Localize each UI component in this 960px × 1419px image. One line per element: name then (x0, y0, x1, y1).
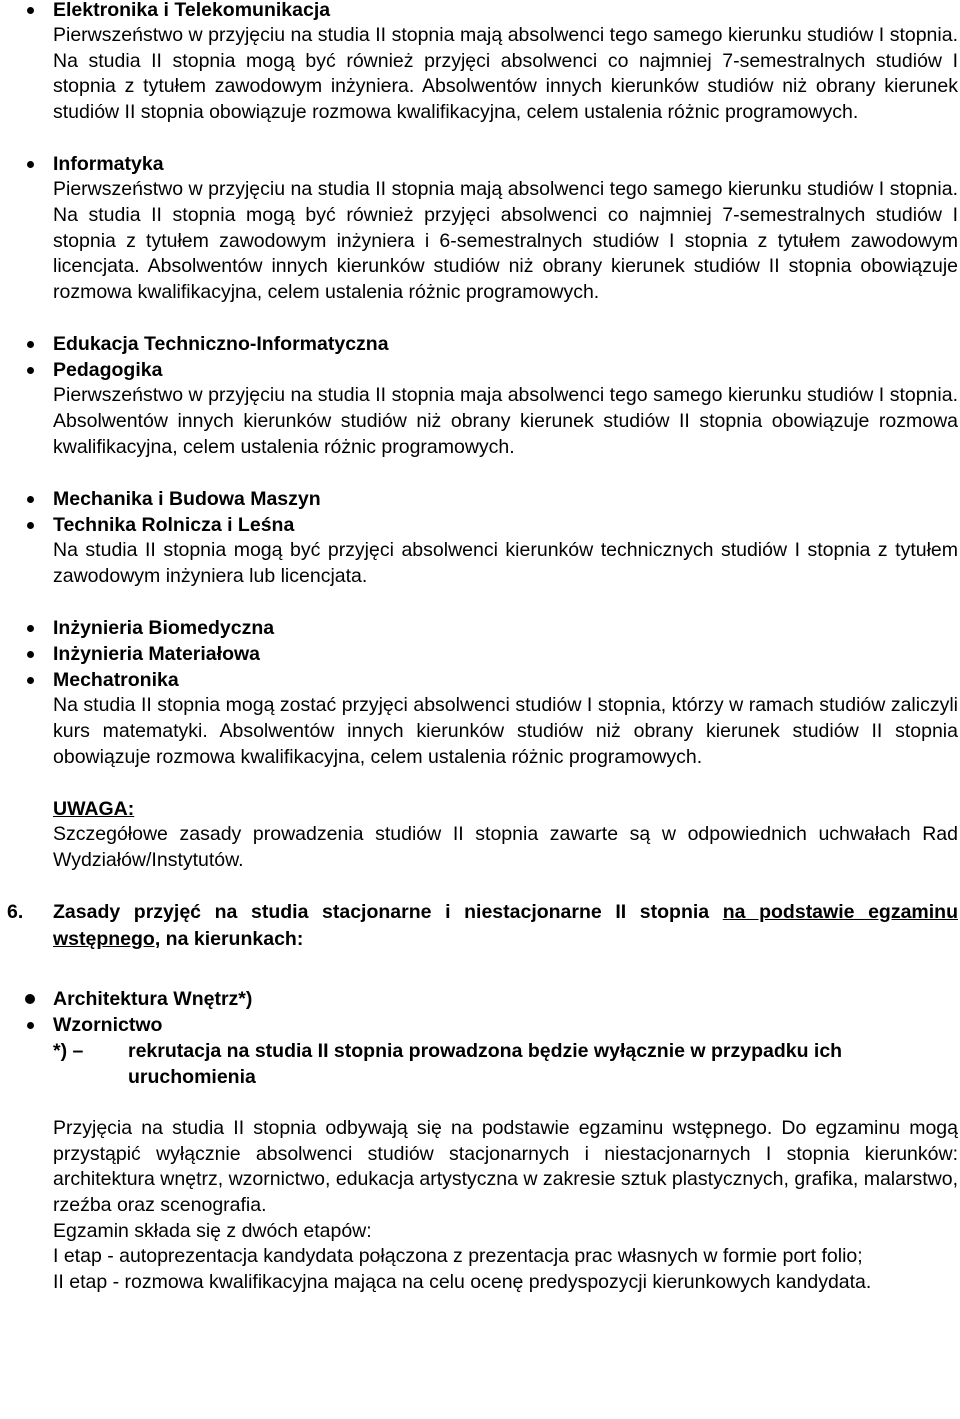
bullet-wzornictwo: Wzornictwo (53, 1012, 958, 1038)
paragraph-elektronika: Pierwszeństwo w przyjęciu na studia II stopnia mają absolwenci tego samego kierunku studiów I stopnia. Na studia II stopnia mogą być również przyjęci absolwenci co najmniej 7-semestralnych studiów I stopnia z tytułem zawodowym inżyniera. Absolwentów innych kierunków studiów niż obrany kierunek studiów II stopnia obowiązuje rozmowa kwalifikacyjna, celem ustalenia różnic programowych. (53, 24, 958, 123)
section-6-heading (7, 899, 959, 953)
paragraph-exam: Przyjęcia na studia II stopnia odbywają się na podstawie egzaminu wstępnego. Do egzaminu mogą przystąpić wyłącznie absolwenci studiów stacjonarnych i niestacjonarnych I stopnia kierunków: architektura wnętrz, wzornictwo, edukacja artystyczna w zakresie sztuk plastycznych, grafika, malarstwo, rzeźba oraz scenografia. (53, 1117, 958, 1217)
bullet-biomedyczna: Inżynieria Biomedyczna (53, 615, 958, 641)
paragraph-stage-1: I etap - autoprezentacja kandydata połączona z prezentacja prac własnych w formie port folio; (53, 1245, 863, 1268)
bullet-informatyka: Informatyka (53, 151, 958, 177)
footnote-text: rekrutacja na studia II stopnia prowadzona będzie wyłącznie w przypadku ich uruchomienia (128, 1040, 843, 1089)
paragraph-mechanika: Na studia II stopnia mogą być przyjęci absolwenci kierunków technicznych studiów I stopnia z tytułem zawodowym inżyniera lub licencjata. (53, 539, 958, 587)
paragraph-stages: Egzamin składa się z dwóch etapów: (53, 1219, 372, 1242)
paragraph-edukacja: Pierwszeństwo w przyjęciu na studia II stopnia maja absolwenci tego samego kierunku studiów I stopnia. Absolwentów innych kierunków studiów niż obrany kierunek studiów II stopnia obowiązuje rozmowa kwalifikacyjna, celem ustalenia różnic programowych. (53, 384, 958, 458)
bullet-elektronika: Elektronika i Telekomunikacja (53, 0, 958, 23)
paragraph-informatyka: Pierwszeństwo w przyjęciu na studia II stopnia mają absolwenci tego samego kierunku studiów I stopnia. Na studia II stopnia mogą być również przyjęci absolwenci co najmniej 7-semestralnych studiów I stopnia z tytułem zawodowym inżyniera i 6-semestralnych studiów I stopnia z tytułem zawodowym licencjata. Absolwentów innych kierunków studiów niż obrany kierunek studiów II stopnia obowiązuje rozmowa kwalifikacyjna, celem ustalenia różnic programowych. (53, 178, 958, 303)
paragraph-stage-2: II etap - rozmowa kwalifikacyjna mająca na celu ocenę predyspozycji kierunkowych kandydata. (53, 1270, 872, 1293)
footnote (53, 1038, 958, 1090)
paragraph-biomedyczna: Na studia II stopnia mogą zostać przyjęci absolwenci studiów I stopnia, którzy w ramach studiów zaliczyli kurs matematyki. Absolwentów innych kierunków studiów niż obrany kierunek studiów II stopnia obowiązuje rozmowa kwalifikacyjna, celem ustalenia różnic programowych. (53, 694, 958, 768)
bullet-materialowa: Inżynieria Materiałowa (53, 641, 958, 667)
section-number: 6. (7, 901, 24, 924)
bullet-mechatronika: Mechatronika (53, 667, 958, 693)
heading-text-2: na kierunkach: (160, 928, 304, 951)
bullet-edukacja: Edukacja Techniczno-Informatyczna (53, 331, 958, 357)
bullet-technika-rolnicza: Technika Rolnicza i Leśna (53, 512, 958, 538)
heading-underlined: na podstawie egzaminu wstępnego, (53, 901, 959, 951)
uwaga-label: UWAGA: (53, 798, 135, 821)
bullet-architektura: Architektura Wnętrz*) (53, 986, 958, 1012)
bullet-pedagogika: Pedagogika (53, 357, 958, 383)
bullet-mechanika: Mechanika i Budowa Maszyn (53, 486, 958, 512)
footnote-marker: *) – (53, 1040, 84, 1063)
document-page (7, 0, 959, 1295)
uwaga-text: Szczegółowe zasady prowadzenia studiów II stopnia zawarte są w odpowiednich uchwałach Rad Wydziałów/Instytutów. (53, 823, 958, 871)
heading-text-1: Zasady przyjęć na studia stacjonarne i niestacjonarne II stopnia (53, 901, 723, 924)
